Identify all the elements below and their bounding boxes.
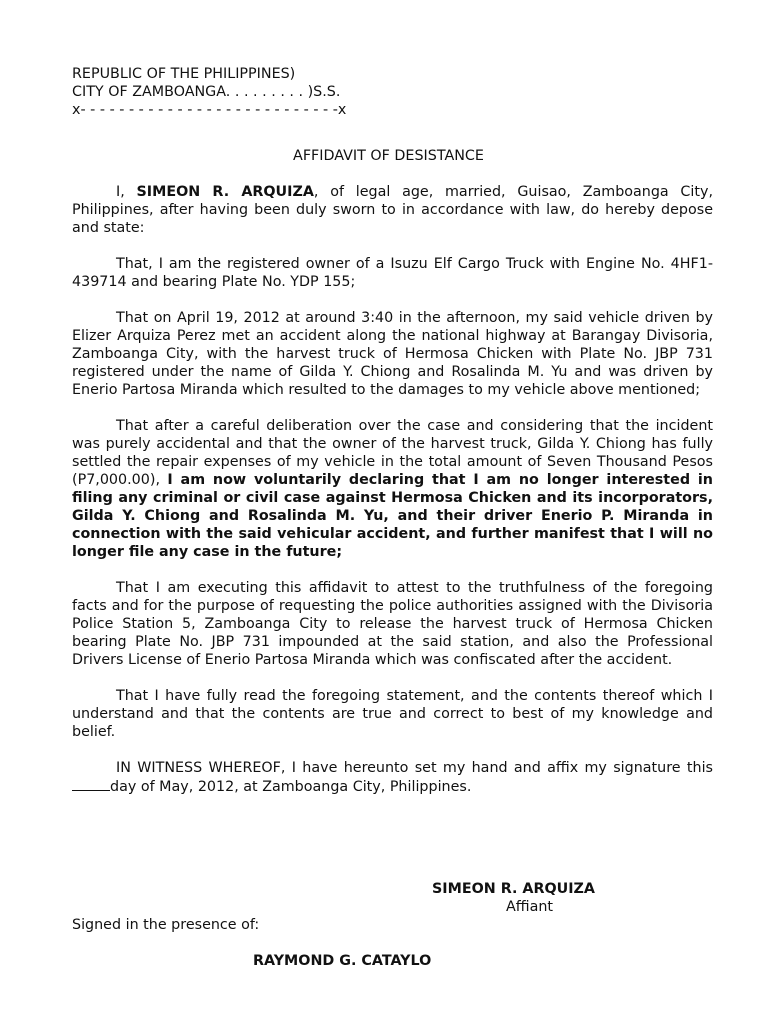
read-paragraph: That I have fully read the foregoing statement, and the contents thereof which I understand and that the contents are true and correct to best of my knowledge and belief. [72, 688, 713, 740]
day-blank [72, 777, 110, 791]
caption-city: CITY OF ZAMBOANGA. . . . . . . . . )S.S. [72, 84, 341, 100]
caption-republic: REPUBLIC OF THE PHILIPPINES) [72, 66, 296, 82]
witness-clause-line1: IN WITNESS WHEREOF, I have hereunto set my hand and affix my signature [116, 760, 681, 776]
document-title: AFFIDAVIT OF DESISTANCE [293, 148, 484, 164]
witness-name: RAYMOND G. CATAYLO [253, 953, 432, 969]
affiant-role: Affiant [506, 899, 554, 915]
purpose-paragraph: That I am executing this affidavit to attest to the truthfulness of the foregoing facts and for the purpose of requesting the police authorities assigned with the Divisoria Police Station 5, Zamboanga City to release the harvest truck of Hermosa Chicken bearing Plate No. JBP 731 impounded at the said station, and also the Professional Drivers License of Enerio Partosa Miranda which was confiscated after the accident. [72, 580, 713, 668]
intro-paragraph [72, 183, 713, 237]
caption-divider: x- - - - - - - - - - - - - - - - - - - - - - - - - - -x [72, 102, 347, 118]
document-caption [72, 65, 713, 119]
affiant-signature-name: SIMEON R. ARQUIZA [432, 881, 595, 897]
witness-clause [72, 759, 713, 796]
ownership-paragraph: That, I am the registered owner of a Isuzu Elf Cargo Truck with Engine No. 4HF1-439714 and bearing Plate No. YDP 155; [72, 256, 713, 290]
accident-paragraph: That on April 19, 2012 at around 3:40 in the afternoon, my said vehicle driven by Elizer Arquiza Perez met an accident along the national highway at Barangay Divisoria, Zamboanga City, with the harvest truck of Hermosa Chicken with Plate No. JBP 731 registered under the name of Gilda Y. Chiong and Rosalinda M. Yu and was driven by Enerio Partosa Miranda which resulted to the damages to my vehicle above mentioned; [72, 310, 713, 398]
intro-suffix: , of legal age, married, Guisao, Zamboanga City, Philippines, after having been duly sworn to in accordance with law, do hereby depose and state: [72, 184, 713, 236]
desistance-declaration: I am now voluntarily declaring that I am no longer interested in filing any criminal or civil case against Hermosa Chicken and its incorporators, Gilda Y. Chiong and Rosalinda M. Yu, and their driver Enerio P. Miranda in connection with the said vehicular accident, and further manifest that I will no longer file any case in the future; [72, 472, 713, 560]
witness-clause-prefix: this [686, 760, 713, 776]
desistance-text: That after a careful deliberation over the case and considering that the incident was purely accidental and that the owner of the harvest truck, Gilda Y. Chiong has fully settled the repair expenses of my vehicle in the total amount of Seven Thousand Pesos (P7,000.00), [72, 418, 713, 488]
witness-clause-suffix: day of May, 2012, at Zamboanga City, Philippines. [110, 779, 472, 795]
intro-prefix: I, [116, 184, 137, 200]
desistance-paragraph [72, 417, 713, 561]
affiant-name-inline: SIMEON R. ARQUIZA [136, 184, 314, 200]
presence-label: Signed in the presence of: [72, 917, 260, 933]
